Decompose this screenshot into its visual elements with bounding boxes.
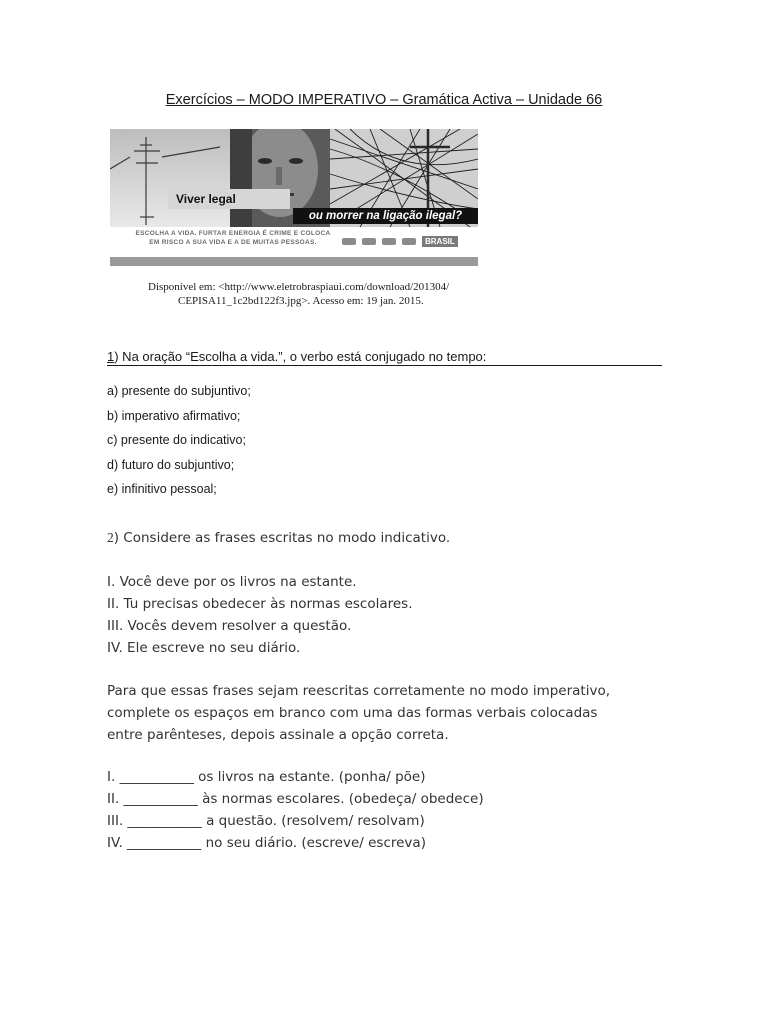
source-line: CEPISA11_1c2bd122f3.jpg>. Acesso em: 19 jan. 2015.: [178, 295, 424, 307]
sentence-item: I. Você deve por os livros na estante.: [107, 574, 357, 590]
sponsor-logo-icon: [382, 238, 396, 245]
ad-label-viver-legal: Viver legal: [168, 189, 290, 209]
fill-in-item: III. ___________ a questão. (resolvem/ resolvam): [107, 813, 425, 829]
question-2-sentences: [107, 572, 413, 660]
instruction-line: Para que essas frases sejam reescritas corretamente no modo imperativo,: [107, 683, 611, 699]
option-b: b) imperativo afirmativo;: [107, 408, 241, 423]
ad-slogan: [118, 229, 348, 247]
question-number: 2: [107, 530, 114, 545]
question-text: ) Considere as frases escritas no modo indicativo.: [113, 530, 451, 546]
sponsor-logo-icon: [362, 238, 376, 245]
instruction-line: entre parênteses, depois assinale a opção correta.: [107, 727, 449, 743]
option-e: e) infinitivo pessoal;: [107, 482, 217, 496]
question-text: ) Na oração “Escolha a vida.”, o verbo está conjugado no tempo:: [114, 349, 487, 364]
page-title: [0, 92, 768, 108]
sentence-item: IV. Ele escreve no seu diário.: [107, 640, 301, 656]
question-2-instructions: [107, 681, 667, 747]
fill-in-item: I. ___________ os livros na estante. (ponha/ põe): [107, 769, 426, 785]
question-2: [107, 530, 450, 546]
title-text: Exercícios – MODO IMPERATIVO – Gramática Activa – Unidade 66: [165, 92, 603, 108]
sentence-item: III. Vocês devem resolver a questão.: [107, 618, 352, 634]
ad-slogan-line: ESCOLHA A VIDA. FURTAR ENERGIA É CRIME E COLOCA: [135, 230, 331, 237]
question-2-fill-ins: [107, 767, 484, 855]
ad-sponsor-logos: [342, 236, 458, 247]
instruction-line: complete os espaços em branco com uma das formas verbais colocadas: [107, 705, 598, 721]
sentence-item: II. Tu precisas obedecer às normas escolares.: [107, 596, 413, 612]
campaign-image: [110, 129, 478, 266]
sponsor-logo-icon: [402, 238, 416, 245]
ad-bottom-bar: [110, 257, 478, 266]
question-1-options: [107, 381, 251, 504]
ad-slogan-line: EM RISCO A SUA VIDA E A DE MUITAS PESSOAS.: [149, 239, 317, 246]
ad-label-morrer: ou morrer na ligação ilegal?: [293, 208, 478, 224]
source-line: Disponível em: <http://www.eletrobraspiaui.com/download/201304/: [148, 281, 450, 293]
question-number: 1: [107, 349, 115, 364]
sponsor-logo-icon: [342, 238, 356, 245]
question-1: [107, 349, 662, 366]
option-a: a) presente do subjuntivo;: [107, 384, 251, 398]
fill-in-item: II. ___________ às normas escolares. (obedeça/ obedece): [107, 791, 484, 807]
option-d: d) futuro do subjuntivo;: [107, 457, 235, 472]
image-source: [148, 280, 488, 308]
fill-in-item: IV. ___________ no seu diário. (escreve/ escreva): [107, 835, 426, 851]
option-c: c) presente do indicativo;: [107, 433, 246, 447]
brasil-logo: BRASIL: [422, 236, 458, 247]
